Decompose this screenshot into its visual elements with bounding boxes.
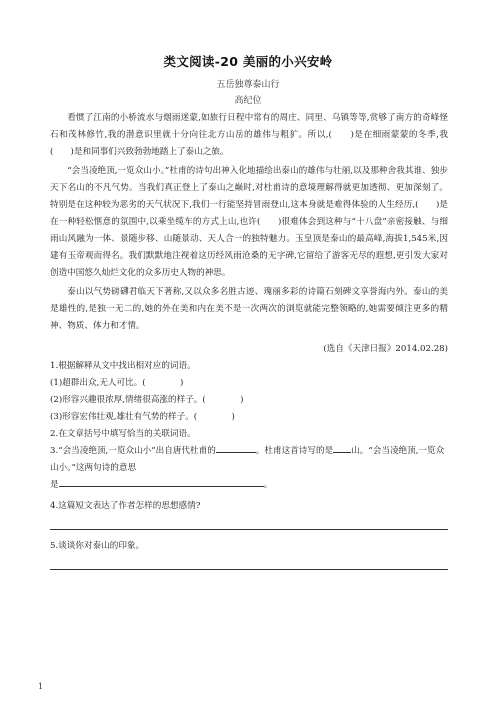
paragraph-3: 泰山以气势磅礴君临天下著称,又以众多名胜古迹、瑰丽多彩的诗篇石刻碑文享誉海内外。泰山的美是雄性的,是独一无二的,她的外在美和内在美不是一次两次的浏览就能完整领略的,她需要倾注更多的精神、物质、体力和才情。 [50, 287, 448, 331]
question-4: 4.这篇短文表达了作者怎样的思想感情? [50, 501, 201, 511]
answer-line-4[interactable] [50, 529, 448, 530]
answer-line-5[interactable] [50, 569, 448, 570]
question-1-item-1: (1)超群出众,无人可比。( ) [50, 378, 184, 388]
question-3-text-2: 。杜甫这首诗写的是 [255, 446, 334, 456]
question-1: 1.根据解释从文中找出相对应的词语。 [50, 361, 196, 371]
question-3-text-4: 是 [50, 480, 59, 490]
question-1-item-2: (2)形容兴趣很浓厚,情绪很高涨的样子。( ) [50, 395, 244, 405]
answer-blank-meaning[interactable] [59, 477, 264, 487]
question-3-text-5: 。 [263, 480, 273, 490]
article-author: 高纪位 [234, 96, 262, 106]
paragraph-2: “会当凌绝顶,一览众山小。”杜甫的诗句出神入化地描绘出泰山的雄伟与壮丽,以及那种舍我其谁、独步天下名山的不凡气势。当我们真正登上了泰山之巅时,对杜甫诗的意境理解得就更加透彻、更加深刻了。特别是在这种较为恶劣的天气状况下,我们一行能坚持冒雨登山,这本身就是难得体验的人生经历,( )是在一种轻松惬意的氛围中,以乘坐缆车的方式上山,也许( )很难体会到这种与“十八盘”亲密接触、与细雨山风融为一体、景随步移、山随景动、天人合一的独特魅力。玉皇顶是泰山的最高峰,海拔1,545米,因建有玉帝观而得名。我们默默地注视着这历经风雨沧桑的无字碑,它留给了游客无尽的遐想,更引发大家对创造中国悠久灿烂文化的众多历史人物的神思。 [50, 166, 448, 278]
question-2: 2.在文章括号中填写恰当的关联词语。 [50, 429, 196, 439]
question-3-text-3: 山。“会当凌绝顶,一览众山小。”这两句诗的意思 [50, 446, 445, 473]
answer-blank-poem[interactable] [216, 443, 256, 453]
article-source: (选自《天津日报》2014.02.28) [323, 344, 448, 354]
question-1-item-3: (3)形容宏伟壮观,雄壮有气势的样子。( ) [50, 412, 235, 422]
paragraph-1: 看惯了江南的小桥流水与烟雨迷蒙,如旅行日程中常有的周庄、同里、乌镇等等,赏够了南方的奇峰怪石和茂林修竹,我的潜意识里就十分向往北方山岳的雄伟与粗犷。所以,( )是在细雨蒙蒙的冬季,我( )是和同事们兴致勃勃地踏上了泰山之旅。 [50, 113, 448, 157]
article-title: 五岳独尊泰山行 [216, 80, 280, 90]
question-3-text-1: 3.“会当凌绝顶,一览众山小”出自唐代杜甫的 [50, 446, 216, 456]
document-title: 类文阅读-20 美丽的小兴安岭 [163, 54, 333, 69]
answer-blank-mountain[interactable] [333, 443, 351, 453]
question-5: 5.谈谈你对泰山的印象。 [50, 541, 145, 551]
question-3 [50, 443, 448, 494]
article-body [50, 110, 448, 578]
page-number: 1 [38, 682, 44, 691]
